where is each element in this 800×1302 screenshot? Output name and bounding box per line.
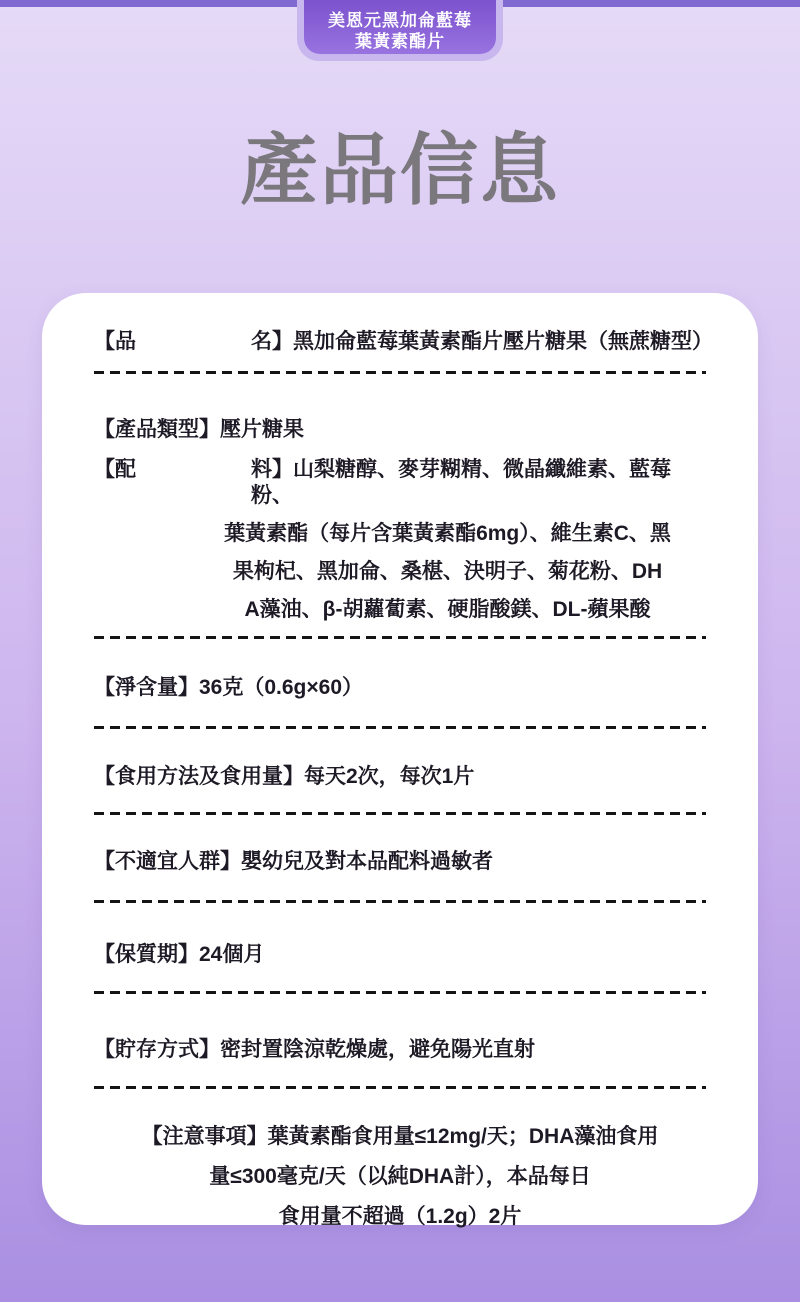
badge-brand-line2: 葉黃素酯片 — [355, 32, 445, 51]
row-ingredients — [94, 457, 706, 509]
row-product-type: 【產品類型】壓片糖果 — [94, 418, 304, 441]
product-name-label: 【品 — [94, 330, 136, 353]
row-usage: 【食用方法及食用量】每天2次，每次1片 — [94, 765, 475, 788]
ingredients-line4: A藻油、β-胡蘿蔔素、硬脂酸鎂、DL-蘋果酸 — [244, 598, 651, 621]
notice-line2: 量≤300毫克/天（以純DHA計），本品每日 — [209, 1165, 591, 1188]
dashed-divider-2 — [94, 636, 706, 639]
dashed-divider-7 — [94, 1086, 706, 1089]
ingredients-line3: 果枸杞、黑加侖、桑椹、決明子、菊花粉、DH — [232, 560, 663, 583]
row-unsuitable-group: 【不適宜人群】嬰幼兒及對本品配料過敏者 — [94, 850, 493, 873]
row-net-weight: 【淨含量】36克（0.6g×60） — [94, 676, 364, 699]
info-card — [42, 293, 758, 1228]
product-badge — [297, 0, 503, 61]
product-badge-inner — [304, 0, 496, 54]
ingredients-line1: 料】山梨糖醇、麥芽糊精、微晶纖維素、藍莓粉、 — [251, 458, 671, 507]
notice-line3: 食用量不超過（1.2g）2片 — [278, 1205, 522, 1228]
badge-brand-line1: 美恩元黑加侖藍莓 — [328, 11, 472, 30]
dashed-divider-3 — [94, 726, 706, 729]
dashed-divider-6 — [94, 991, 706, 994]
row-product-name — [94, 329, 713, 355]
label-spacer — [136, 457, 251, 509]
ingredients-label: 【配 — [94, 458, 136, 481]
dashed-divider-5 — [94, 900, 706, 903]
page-title: 產品信息 — [239, 126, 560, 214]
row-notice — [94, 1117, 706, 1237]
ingredients-line2: 葉黃素酯（每片含葉黃素酯6mg）、維生素C、黑 — [224, 522, 671, 545]
ingredients-continuation — [189, 521, 706, 623]
label-spacer — [136, 329, 251, 355]
row-shelf-life: 【保質期】24個月 — [94, 943, 265, 966]
product-name-value: 名】黑加侖藍莓葉黃素酯片壓片糖果（無蔗糖型） — [251, 330, 713, 353]
dashed-divider-1 — [94, 371, 706, 374]
dashed-divider-4 — [94, 812, 706, 815]
row-storage: 【貯存方式】密封置陰涼乾燥處，避免陽光直射 — [94, 1038, 535, 1061]
notice-line1: 【注意事項】葉黃素酯食用量≤12mg/天；DHA藻油食用 — [141, 1125, 659, 1148]
